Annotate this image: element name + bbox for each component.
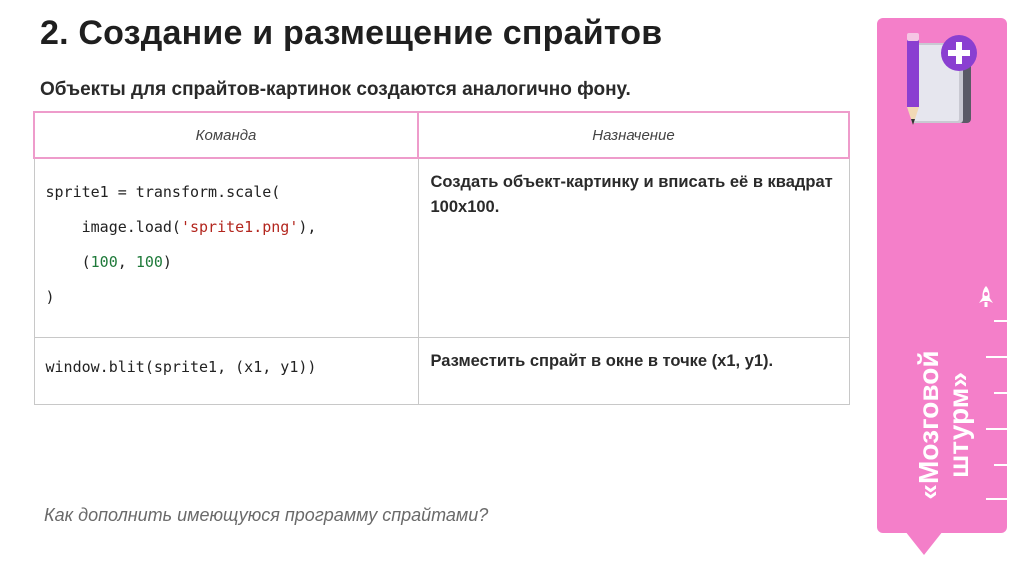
header-command: Команда: [34, 112, 418, 158]
code-text: ,: [117, 253, 136, 271]
code-text: sprite1 = transform.scale(: [45, 183, 281, 201]
rocket-icon: [977, 285, 995, 309]
code-text: (: [45, 253, 91, 271]
code-cell: [34, 338, 418, 405]
code-text: ): [45, 288, 55, 306]
ruler-decoration: [984, 320, 1008, 500]
code-cell: [34, 158, 418, 338]
description-cell: Создать объект-картинку и вписать её в квадрат 100x100.: [418, 158, 849, 338]
ruler-tick: [994, 320, 1008, 322]
brainstorm-label-line: «Мозговой: [913, 350, 944, 500]
code-number: 100: [90, 253, 118, 271]
code-text: ): [162, 253, 172, 271]
commands-table: [33, 111, 850, 405]
code-string: 'sprite1.png': [180, 218, 299, 236]
header-purpose: Назначение: [418, 112, 849, 158]
code-line: [46, 280, 408, 315]
ruler-tick: [994, 464, 1008, 466]
slide-title: 2. Создание и размещение спрайтов: [40, 14, 663, 52]
ruler-tick: [994, 392, 1008, 394]
table-row: [34, 158, 849, 338]
ruler-tick: [986, 498, 1008, 500]
ruler-tick: [986, 428, 1008, 430]
table-header-row: [34, 112, 849, 158]
brainstorm-label: [914, 310, 974, 540]
table-row: [34, 338, 849, 405]
code-number: 100: [135, 253, 163, 271]
slide-subtitle: Объекты для спрайтов-картинок создаются аналогично фону.: [40, 79, 631, 100]
code-line: [46, 245, 408, 280]
brainstorm-label-line: штурм»: [943, 372, 974, 478]
code-line: [46, 210, 408, 245]
code-line: [46, 175, 408, 210]
description-cell: Разместить спрайт в окне в точке (x1, y1).: [418, 338, 849, 405]
ruler-tick: [986, 356, 1008, 358]
code-text: image.load(: [45, 218, 181, 236]
code-text: ),: [298, 218, 317, 236]
code-line: window.blit(sprite1, (x1, y1)): [45, 358, 317, 376]
book-pencil-plus-icon: [903, 33, 979, 129]
question-text: Как дополнить имеющуюся программу спрайтами?: [44, 505, 489, 525]
